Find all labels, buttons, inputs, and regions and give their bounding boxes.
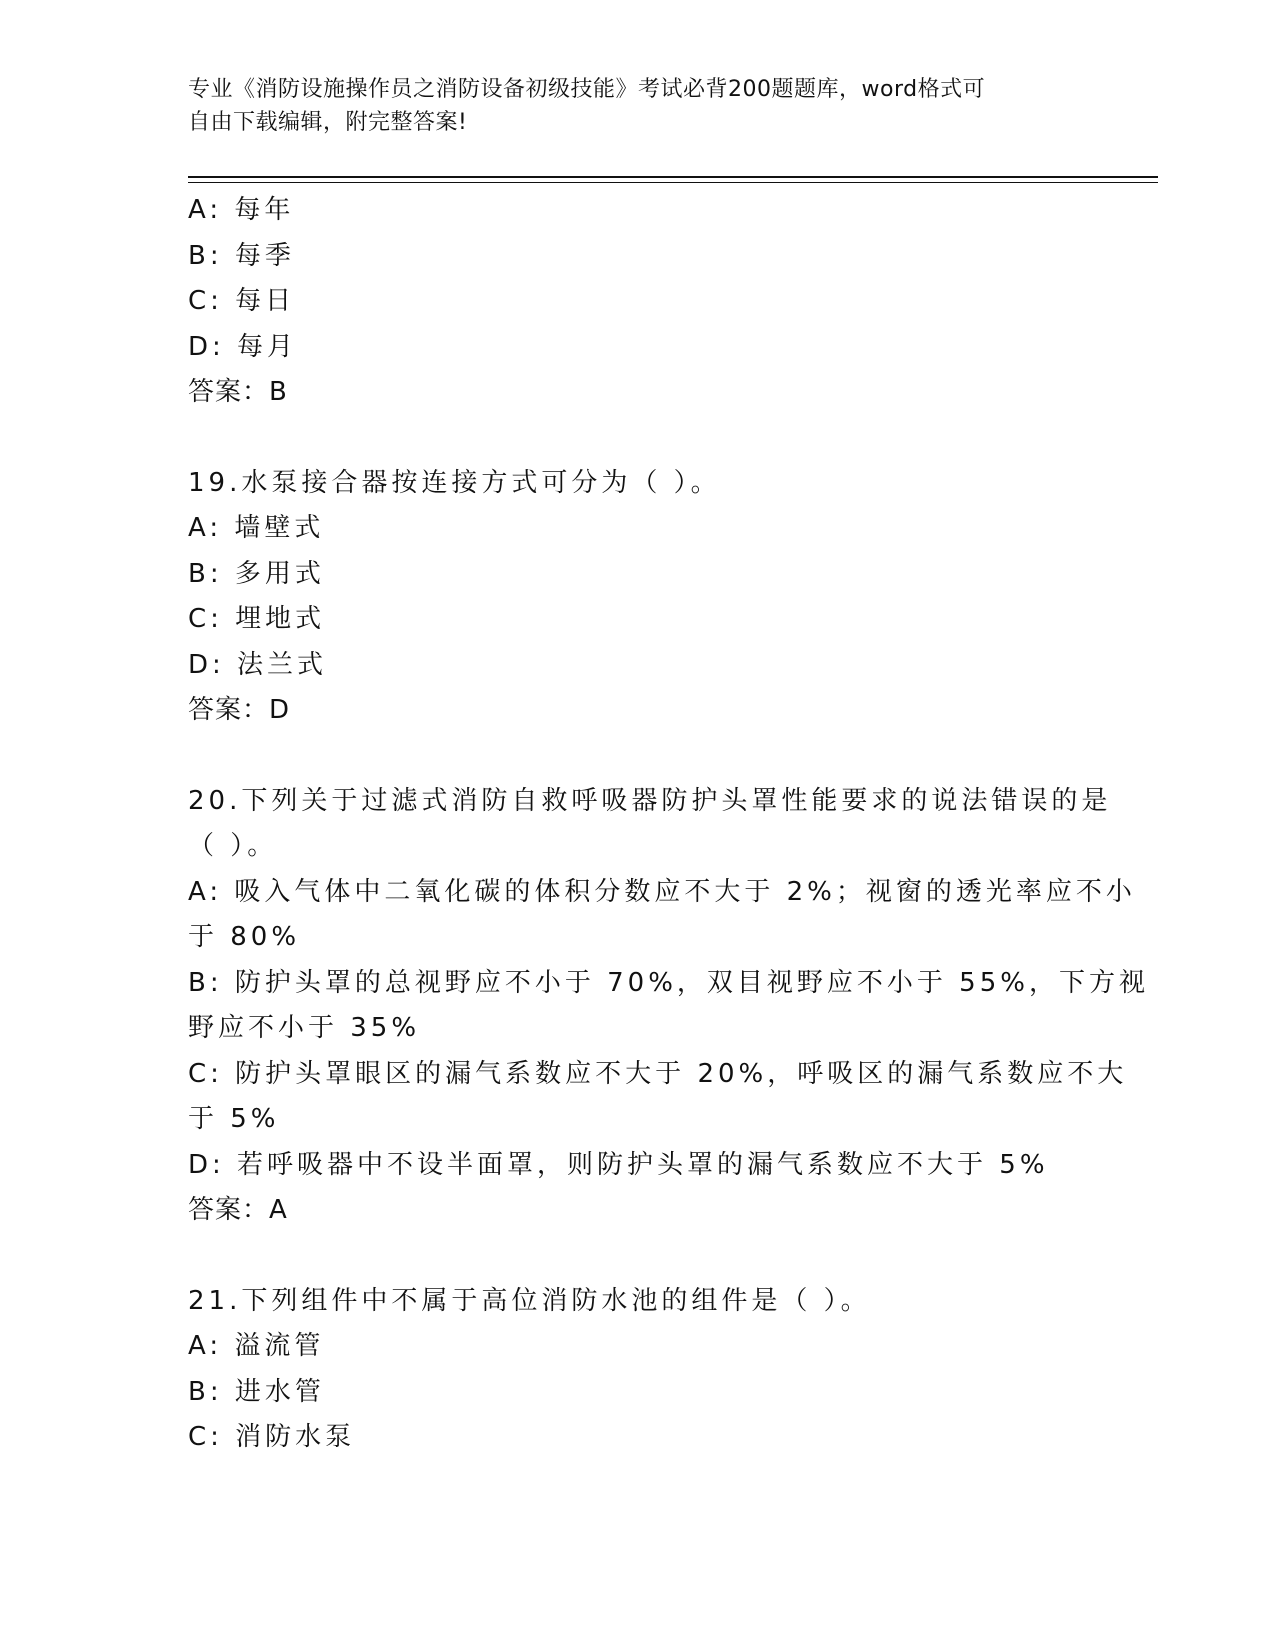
q20-option-c-line-2: 于 5%	[188, 1104, 280, 1134]
q18-option-b: B: 每季	[188, 240, 295, 271]
q18-option-d: D: 每月	[188, 331, 298, 362]
header-line-2: 自由下载编辑，附完整答案!	[188, 110, 468, 135]
q19-title: 19.水泵接合器按连接方式可分为（ ）。	[188, 467, 721, 498]
q19-option-b: B: 多用式	[188, 558, 325, 589]
q21-option-a: A: 溢流管	[188, 1331, 325, 1361]
q20-option-c-line-1: C: 防护头罩眼区的漏气系数应不大于 20%，呼吸区的漏气系数应不大	[188, 1058, 1128, 1089]
q20-answer: 答案：A	[188, 1195, 288, 1225]
q20-title-line-2: （ ）。	[188, 831, 278, 861]
header-divider-thin	[188, 182, 1158, 183]
q18-option-a: A: 每年	[188, 195, 295, 225]
question-spacer	[188, 416, 1088, 461]
q19-option-d: D: 法兰式	[188, 649, 328, 680]
question-21	[188, 1279, 1088, 1461]
q20-option-d: D: 若呼吸器中不设半面罩，则防护头罩的漏气系数应不大于 5%	[188, 1149, 1049, 1180]
q19-answer: 答案：D	[188, 695, 291, 725]
q21-option-b: B: 进水管	[188, 1376, 325, 1407]
q18-option-c: C: 每日	[188, 286, 296, 316]
q19-option-c: C: 埋地式	[188, 604, 326, 634]
q21-title: 21.下列组件中不属于高位消防水池的组件是（ ）。	[188, 1285, 871, 1316]
document-header	[188, 73, 1088, 139]
q21-option-c: C: 消防水泵	[188, 1422, 356, 1452]
header-divider-thick	[188, 176, 1158, 178]
header-line-1: 专业《消防设施操作员之消防设备初级技能》考试必背200题题库，word格式可	[188, 77, 986, 102]
q20-option-a-line-1: A: 吸入气体中二氧化碳的体积分数应不大于 2%；视窗的透光率应不小	[188, 876, 1136, 907]
question-20	[188, 779, 1149, 1234]
q20-option-b-line-1: B: 防护头罩的总视野应不小于 70%，双目视野应不小于 55%，下方视	[188, 967, 1149, 998]
q20-option-b-line-2: 野应不小于 35%	[188, 1013, 421, 1043]
question-spacer	[188, 734, 1088, 779]
question-18	[188, 188, 1088, 416]
question-spacer	[188, 1234, 1088, 1279]
q20-title-line-1: 20.下列关于过滤式消防自救呼吸器防护头罩性能要求的说法错误的是	[188, 785, 1112, 816]
q19-option-a: A: 墙壁式	[188, 513, 325, 543]
q18-answer: 答案：B	[188, 377, 288, 407]
question-19	[188, 461, 1088, 734]
q20-option-a-line-2: 于 80%	[188, 922, 301, 952]
question-list	[188, 188, 1149, 1461]
